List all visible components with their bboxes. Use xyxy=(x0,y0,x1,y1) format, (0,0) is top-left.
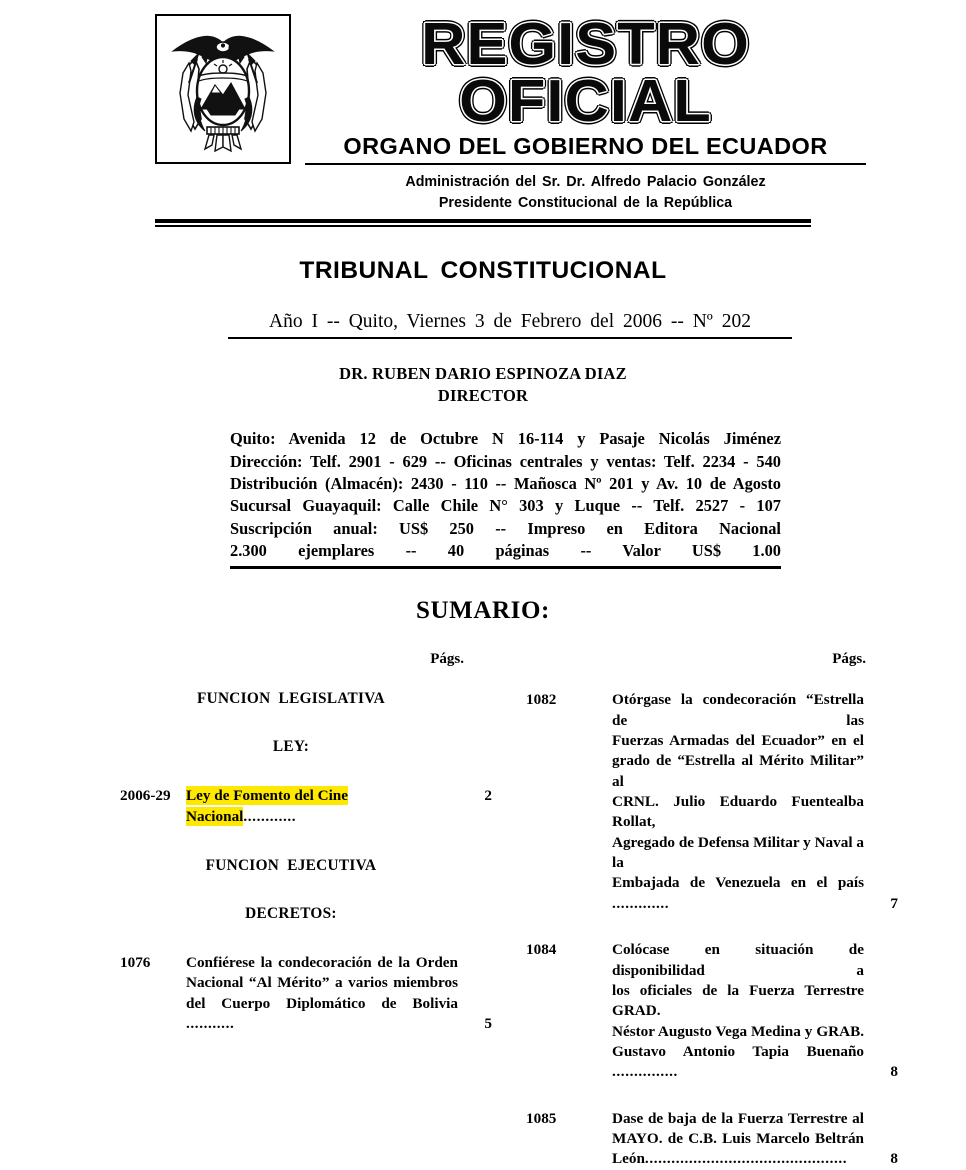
entry-line: Fuerzas Armadas del Ecuador” en el xyxy=(612,731,864,749)
entry-line: MAYO. de C.B. Luis Marcelo Beltrán xyxy=(612,1130,864,1148)
masthead-text xyxy=(291,11,866,213)
ecuador-coat-of-arms-icon xyxy=(155,14,291,164)
entry-line: Néstor Augusto Vega Medina y GRAB. xyxy=(612,1022,864,1040)
entry-line-last xyxy=(612,1042,864,1083)
entry-line: Otórgase la condecoración “Estrella de las xyxy=(612,691,864,729)
entry-number: 1085 xyxy=(526,1109,557,1127)
dateline: Año I -- Quito, Viernes 3 de Febrero del 2006 -- Nº 202 xyxy=(228,311,792,339)
entry-number: 2006-29 xyxy=(120,787,171,805)
entry-page-number: 7 xyxy=(890,894,898,912)
masthead xyxy=(155,0,866,213)
section-heading-ejecutiva: FUNCION EJECUTIVA xyxy=(205,856,377,874)
address-line: 2.300 ejemplares -- 40 páginas -- Valor US$ 1.00 xyxy=(230,540,781,560)
entry-leader-dots: ............... xyxy=(612,1063,678,1081)
address-block xyxy=(230,428,781,569)
entry-leader-dots: .............................................. xyxy=(644,1150,848,1168)
entry-page-number: 8 xyxy=(890,1150,898,1168)
entry-line-text: Gustavo Antonio Tapia Buenaño xyxy=(612,1043,864,1060)
summary-entry-ley-2006-29[interactable] xyxy=(118,786,492,827)
section-subheading-decretos: DECRETOS: xyxy=(245,904,337,922)
entry-number: 1082 xyxy=(526,691,557,709)
administration-block xyxy=(305,172,866,213)
dateline-wrapper xyxy=(228,311,792,339)
entry-line: Confiérese la condecoración de la Orden xyxy=(186,953,458,971)
entry-line: Agregado de Defensa Militar y Naval a la xyxy=(612,833,864,872)
address-line: Distribución (Almacén): 2430 - 110 -- Mañosca Nº 201 y Av. 10 de Agosto xyxy=(230,474,781,493)
address-line: Quito: Avenida 12 de Octubre N 16-114 y Pasaje Nicolás Jiménez xyxy=(230,429,781,449)
entry-leader-dots: ............ xyxy=(243,807,297,825)
masthead-divider xyxy=(155,219,811,227)
summary-entry-1084[interactable] xyxy=(524,940,898,1083)
entry-line: grado de “Estrella al Mérito Militar” al xyxy=(612,752,864,790)
summary-entry-1076[interactable] xyxy=(118,953,492,1034)
summary-entry-1085[interactable] xyxy=(524,1109,898,1170)
pages-label-left: Págs. xyxy=(430,651,464,668)
entry-line-last xyxy=(186,994,458,1035)
entry-line: CRNL. Julio Eduardo Fuentealba Rollat, xyxy=(612,793,864,831)
administration-line-2: Presidente Constitucional de la República xyxy=(438,194,733,211)
entry-title xyxy=(612,690,864,914)
entry-line: los oficiales de la Fuerza Terrestre GRAD. xyxy=(612,981,864,1020)
entry-page-number: 8 xyxy=(890,1063,898,1081)
entry-page-number: 2 xyxy=(484,787,492,805)
entry-title xyxy=(612,1109,864,1170)
entry-line: Colócase en situación de disponibilidad a xyxy=(612,941,864,979)
summary-columns xyxy=(118,651,898,1170)
summary-entry-1082[interactable] xyxy=(524,690,898,914)
director-name: DR. RUBEN DARIO ESPINOZA DIAZ xyxy=(339,363,627,383)
entry-title xyxy=(186,786,458,827)
section-heading-legislativa: FUNCION LEGISLATIVA xyxy=(196,690,386,708)
entry-line-last xyxy=(612,873,864,914)
address-divider xyxy=(230,566,781,569)
entry-leader-dots: ........... xyxy=(186,1015,235,1033)
entry-line: Dase de baja de la Fuerza Terrestre al xyxy=(612,1109,864,1127)
address-line: Suscripción anual: US$ 250 -- Impreso en Editora Nacional xyxy=(230,518,781,538)
section-subheading-ley: LEY: xyxy=(272,738,310,756)
entry-line-text: del Cuerpo Diplomático de Bolivia xyxy=(186,994,458,1012)
entry-number: 1084 xyxy=(526,941,557,959)
summary-heading: SUMARIO: xyxy=(416,597,550,625)
administration-line-1: Administración del Sr. Dr. Alfredo Palacio González xyxy=(405,174,766,191)
entry-title xyxy=(612,940,864,1083)
page-title: TRIBUNAL CONSTITUCIONAL xyxy=(299,256,667,284)
summary-left-column xyxy=(118,651,492,1170)
divider-thin-line xyxy=(155,225,811,227)
pages-label-right: Págs. xyxy=(832,651,866,668)
entry-leader-dots: ............. xyxy=(612,894,670,912)
entry-line-text: Embajada de Venezuela en el país xyxy=(612,874,864,892)
entry-page-number: 5 xyxy=(484,1015,492,1033)
entry-title xyxy=(186,953,458,1034)
summary-right-column xyxy=(524,651,898,1170)
highlighted-text: Ley de Fomento del Cine Nacional xyxy=(186,787,348,825)
entry-line-text: León xyxy=(612,1150,645,1168)
address-line: Dirección: Telf. 2901 - 629 -- Oficinas centrales y ventas: Telf. 2234 - 540 xyxy=(230,451,781,471)
entry-line: Nacional “Al Mérito” a varios miembros xyxy=(186,974,458,992)
entry-line-last xyxy=(612,1149,864,1169)
entry-number: 1076 xyxy=(120,953,151,971)
director-role: DIRECTOR xyxy=(437,385,529,405)
address-line: Sucursal Guayaquil: Calle Chile N° 303 y Luque -- Telf. 2527 - 107 xyxy=(230,496,781,516)
director-block xyxy=(0,363,966,407)
publication-subtitle: ORGANO DEL GOBIERNO DEL ECUADOR xyxy=(305,133,866,165)
publication-title: REGISTRO OFICIAL xyxy=(421,11,750,134)
